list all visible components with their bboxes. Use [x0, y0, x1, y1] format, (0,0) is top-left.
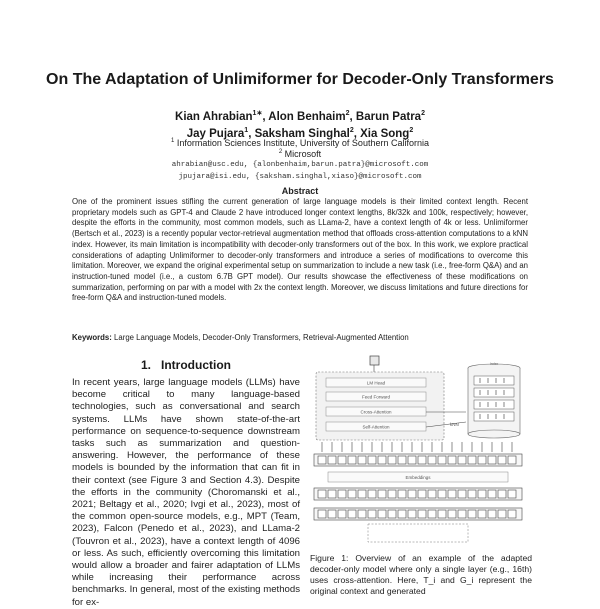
affiliation-2: $^2$ Microsoft [278, 149, 322, 159]
author-line-1: Kian Ahrabian$^{1∗}$, Alon Benhaim$^2$, Barun Patra$^2$ [175, 110, 425, 123]
author-name: Xia Song [360, 127, 410, 140]
index-label: Index [489, 362, 499, 366]
keywords [72, 333, 532, 342]
affiliation-1: $^1$ Information Sciences Institute, University of Southern California [171, 138, 429, 148]
author-name: Alon Benhaim [268, 110, 346, 123]
keywords-text: Large Language Models, Decoder-Only Transformers, Retrieval-Augmented Attention [114, 333, 409, 342]
email-line-1: ahrabian@usc.edu, {alonbenhaim,barun.patra}@microsoft.com [171, 161, 429, 169]
self-attn-label: Self-Attention [362, 424, 390, 430]
author-name: Barun Patra [355, 110, 422, 123]
embeddings-label: Embeddings [405, 475, 431, 480]
context-group-box [368, 524, 468, 542]
abstract-text: One of the prominent issues stifling the current generation of large language models is their limited context length. Recent proprietary models such as GPT-4 and Claude 2 have introduced longer context lengths, 8k/32k and 100k, respectively; however, despite the efforts in the community, most common models, such as LLama-2, have a context length of 4k or less. Unlimiformer (Bertsch et al., 2023) is a recently popular vector-retrieval augmentation method that offloads cross-attention computations to a kNN index. However, its main limitation is incompatibility with decoder-only transformers out of the box. In this work, we explore practical considerations of adapting Unlimiformer to decoder-only transformers and introduce a series of modifications to overcome this limitation. Moreover, we expand the original experimental setup on summarization to include a new task (i.e., free-form Q&A) and an instruction-tuned model (i.e., a custom 6.7B GPT model). Our results showcase the effectiveness of these modifications on summarization, performing on par with a model with 2x the context length. Moreover, we discuss limitations and future directions for free-form Q&A and instruction-tuned models. [72, 197, 528, 303]
author-name: Saksham Singhal [254, 127, 350, 140]
ffn-label: Feed Forward [361, 394, 391, 400]
output-token-box [370, 356, 379, 365]
figure-1-diagram [308, 352, 530, 548]
keywords-label: Keywords: [72, 333, 112, 342]
author-line-2: Jay Pujara$^1$, Saksham Singhal$^2$, Xia Song$^2$ [186, 126, 414, 140]
cross-attn-label: Cross-Attention [360, 409, 392, 415]
paper-title: On The Adaptation of Unlimiformer for Decoder-Only Transformers [46, 71, 554, 88]
author-name: Jay Pujara [186, 127, 245, 140]
token-row-middle [314, 488, 522, 500]
token-row-upper [314, 454, 522, 466]
author-name: Kian Ahrabian [175, 110, 253, 123]
section-heading: 1. Introduction [140, 358, 231, 372]
lm-head-label: LM Head [366, 380, 386, 386]
token-arrows [322, 442, 512, 452]
introduction-text: In recent years, large language models (LLMs) have become critical to many language-based technologies, such as conversational and search systems. LLMs have shown state-of-the-art performance on sequence-to-sequence downstream tasks such as summarization and question-answering. However, the performance of these models is bounded by the information that can fit in their context (see Figure 3 and Section 4.3). Despite the efforts in the community (Choromanski et al., 2021; Beltagy et al., 2020; Ivgi et al., 2023), most of the common open-source models, e.g., MPT (Team, 2023), Falcon (Penedo et al., 2023), and LLama-2 (Touvron et al., 2023), have a context length of 4096 or less. As such, efficiently overcoming this limitation would allow a broader and fairer adaptation of LLMs while increasing their performance across benchmarks. In general, most of the existing methods for ex- [72, 377, 300, 608]
token-row-lower [314, 508, 522, 520]
email-line-2: jpujara@isi.edu, {saksham.singhal,xiaso}@microsoft.com [178, 173, 422, 181]
figure-1-caption: Figure 1: Overview of an example of the adapted decoder-only model where only a single layer (e.g., 16th) uses cross-attention. Here, T_i and G_i represent the original context and generated [310, 553, 532, 596]
knn-label: kNN [450, 422, 459, 427]
abstract-heading: Abstract [281, 186, 319, 196]
